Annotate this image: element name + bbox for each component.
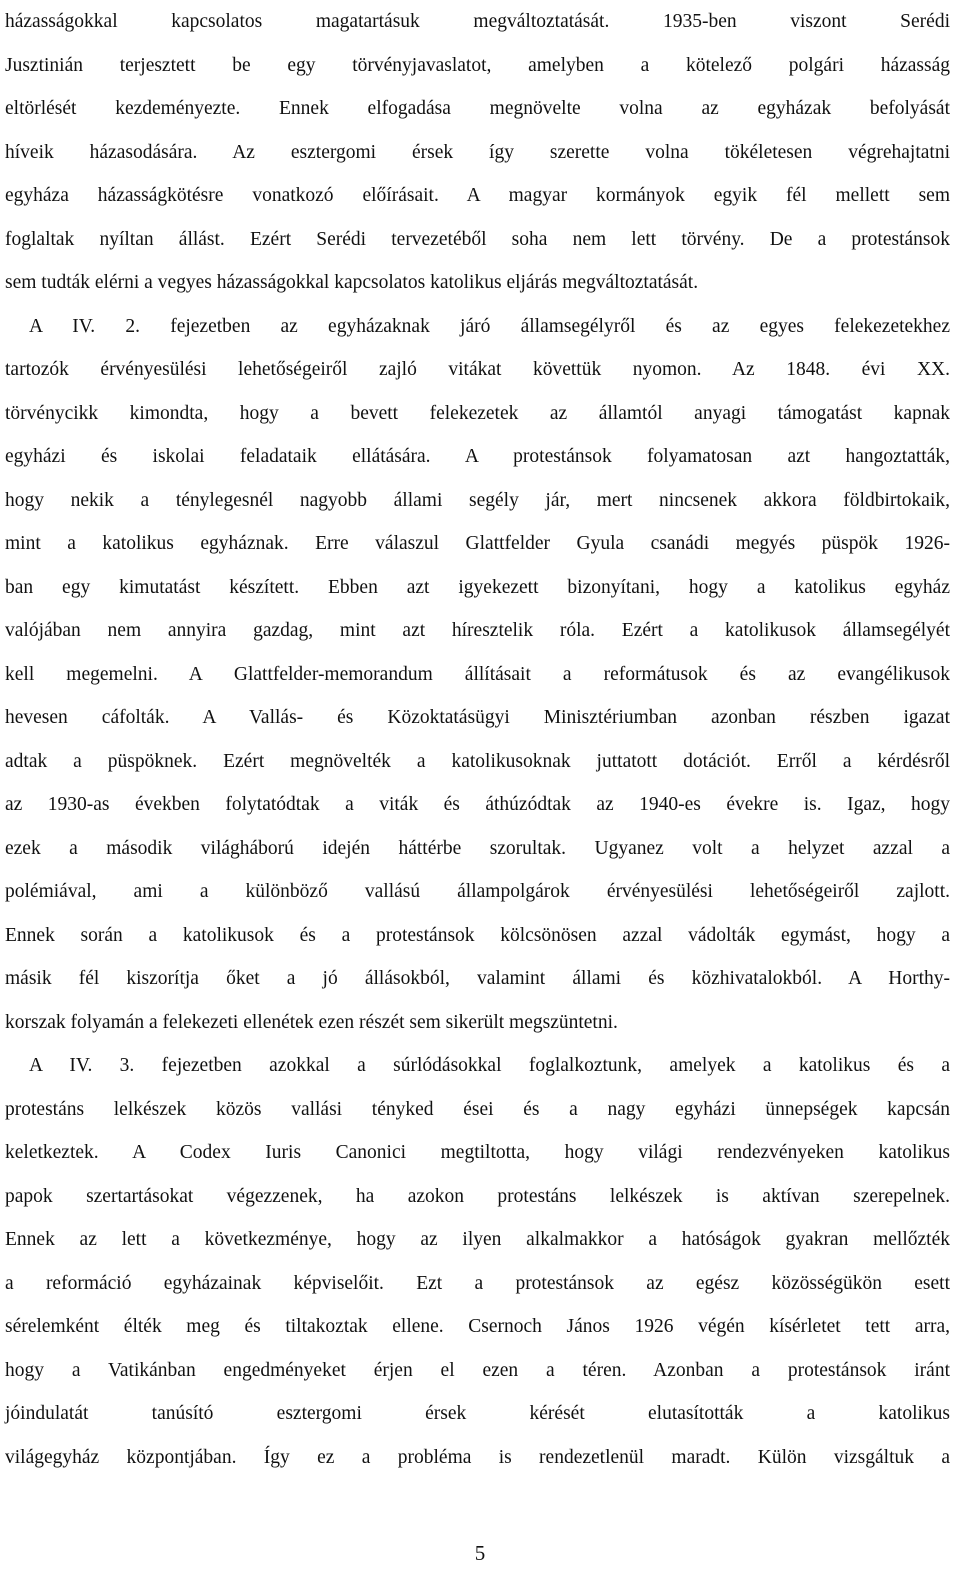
paragraph-2 — [5, 305, 950, 1045]
text-line: tartozók érvényesülési lehetőségeiről zajló vitákat követtük nyomon. Az 1848. évi XX. — [5, 359, 950, 380]
text-line: házasságokkal kapcsolatos magatartásuk megváltoztatását. 1935-ben viszont Serédi — [5, 11, 950, 32]
page-number: 5 — [474, 1541, 486, 1565]
text-line: keletkeztek. A Codex Iuris Canonici megtiltotta, hogy világi rendezvényeken katolikus — [5, 1142, 950, 1163]
text-line: kell megemelni. A Glattfelder-memorandum állításait a reformátusok és az evangélikusok — [5, 663, 950, 685]
text-line: Ennek során a katolikusok és a protestánsok kölcsönösen azzal vádolták egymást, hogy a — [5, 924, 950, 946]
text-line: Ennek az lett a következménye, hogy az ilyen alkalmakkor a hatóságok gyakran mellőzték — [5, 1229, 950, 1250]
paragraph-3 — [5, 1044, 950, 1479]
text-line: híveik házasodására. Az esztergomi érsek így szerette volna tökéletesen végrehajtatni — [5, 141, 950, 163]
text-line: sem tudták elérni a vegyes házasságokkal kapcsolatos katolikus eljárás megváltoztatását. — [5, 272, 699, 293]
text-line: hogy a Vatikánban engedményeket érjen el ezen a téren. Azonban a protestánsok iránt — [5, 1359, 950, 1381]
text-line: ezek a második világháború idején háttérbe szorultak. Ugyanez volt a helyzet azzal a — [5, 837, 950, 859]
text-line: hevesen cáfolták. A Vallás- és Közoktatásügyi Minisztériumban azonban részben igazat — [5, 707, 950, 728]
text-line: törvénycikk kimondta, hogy a bevett felekezetek az államtól anyagi támogatást kapnak — [5, 402, 950, 424]
text-line: Jusztinián terjesztett be egy törvényjavaslatot, amelyben a kötelező polgári házasság — [5, 54, 950, 76]
body-text — [5, 0, 950, 1479]
text-line: az 1930-as években folytatódtak a viták és áthúzódtak az 1940-es évekre is. Igaz, hogy — [5, 794, 950, 815]
text-line: eltörlését kezdeményezte. Ennek elfogadása megnövelte volna az egyházak befolyását — [5, 98, 950, 119]
text-line: sérelemként élték meg és tiltakoztak ellene. Csernoch János 1926 végén kísérletet tett arra, — [5, 1316, 950, 1337]
text-line: másik fél kiszorítja őket a jó állásokból, valamint állami és közhivatalokból. A Horthy- — [5, 968, 950, 989]
text-line: mint a katolikus egyháznak. Erre válaszul Glattfelder Gyula csanádi megyés püspök 1926- — [5, 533, 950, 554]
text-line: ban egy kimutatást készített. Ebben azt igyekezett bizonyítani, hogy a katolikus egyház — [5, 576, 950, 598]
text-line: polémiával, ami a különböző vallású állampolgárok érvényesülési lehetőségeiről zajlott. — [5, 881, 950, 902]
paragraph-1 — [5, 0, 950, 305]
text-line: adtak a püspöknek. Ezért megnövelték a katolikusoknak juttatott dotációt. Erről a kérdésről — [5, 750, 950, 772]
text-line: valójában nem annyira gazdag, mint azt híresztelik róla. Ezért a katolikusok államsegélyét — [5, 620, 950, 641]
text-line: egyháza házasságkötésre vonatkozó előírásait. A magyar kormányok egyik fél mellett sem — [5, 185, 950, 206]
text-line: foglaltak nyíltan állást. Ezért Serédi tervezetéből soha nem lett törvény. De a protestánsok — [5, 228, 950, 250]
text-line: jóindulatát tanúsító esztergomi érsek kérését elutasították a katolikus — [5, 1403, 950, 1424]
text-line: A IV. 2. fejezetben az egyházaknak járó államsegélyről és az egyes felekezetekhez — [29, 315, 950, 337]
text-line: hogy nekik a ténylegesnél nagyobb állami segély jár, mert nincsenek akkora földbirtokaik, — [5, 489, 950, 511]
text-line: a reformáció egyházainak képviselőit. Ezt a protestánsok az egész közösségükön esett — [5, 1272, 950, 1294]
text-line: korszak folyamán a felekezeti ellenétek ezen részét sem sikerült megszüntetni. — [5, 1011, 618, 1033]
text-line: protestáns lelkészek közös vallási tényked ései és a nagy egyházi ünnepségek kapcsán — [5, 1098, 950, 1120]
text-line: egyházi és iskolai feladataik ellátására. A protestánsok folyamatosan azt hangoztatták, — [5, 446, 950, 467]
text-line: papok szertartásokat végezzenek, ha azokon protestáns lelkészek is aktívan szerepelnek. — [5, 1185, 950, 1207]
text-line: világegyház központjában. Így ez a probléma is rendezetlenül maradt. Külön vizsgáltuk a — [5, 1446, 950, 1468]
text-line: A IV. 3. fejezetben azokkal a súrlódásokkal foglalkoztunk, amelyek a katolikus és a — [29, 1055, 950, 1076]
